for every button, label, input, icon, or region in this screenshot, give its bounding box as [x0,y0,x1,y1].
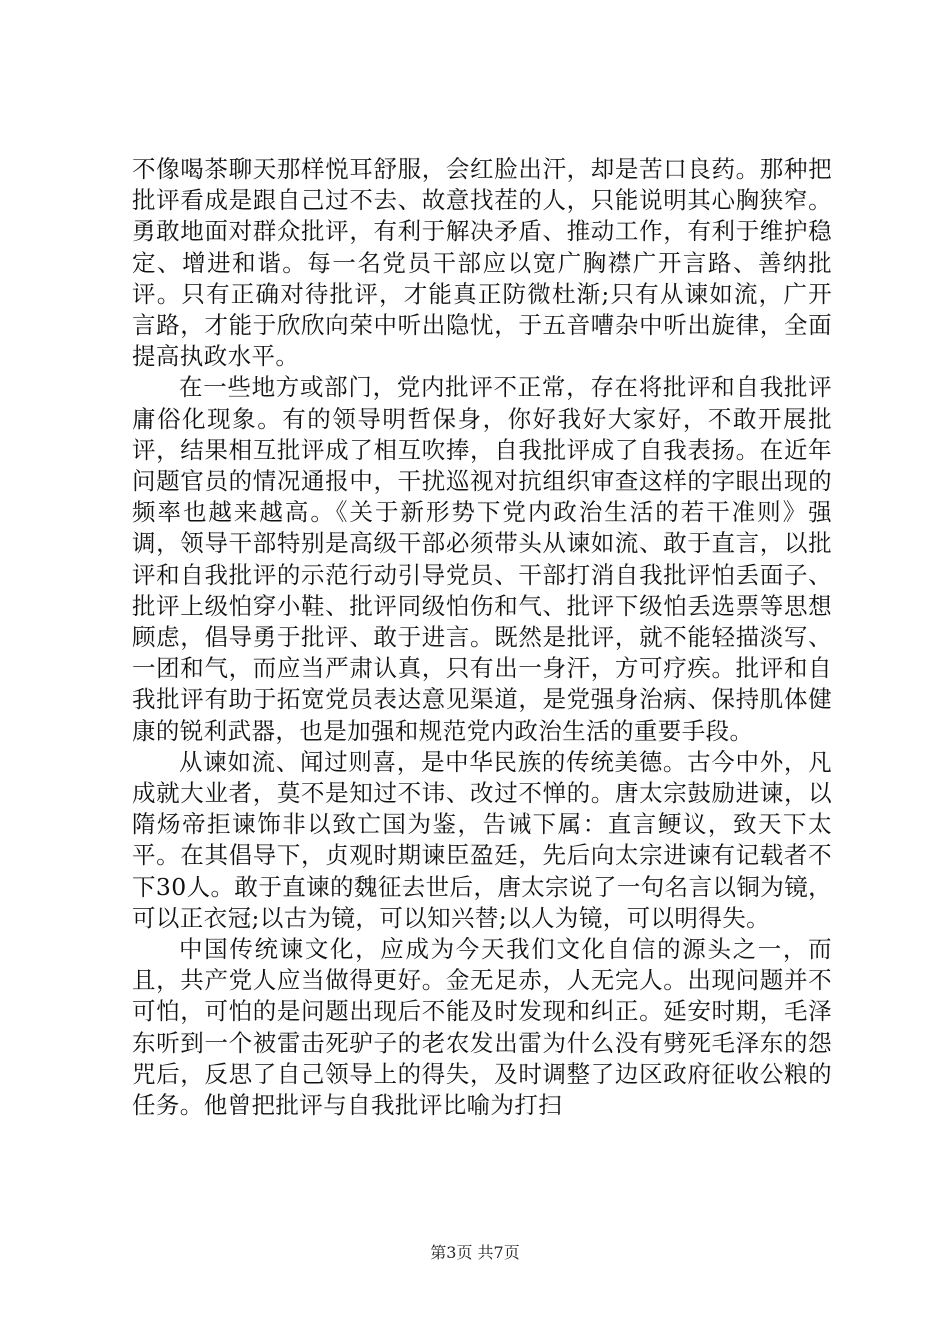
paragraph-4: 中国传统谏文化，应成为今天我们文化自信的源头之一，而且，共产党人应当做得更好。金无足赤，人无完人。出现问题并不可怕，可怕的是问题出现后不能及时发现和纠正。延安时期，毛泽东听到一个被雷击死驴子的老农发出雷为什么没有劈死毛泽东的怨咒后，反思了自己领导上的得失，及时调整了边区政府征收公粮的任务。他曾把批评与自我批评比喻为打扫 [132,935,832,1120]
document-body [132,154,832,1121]
paragraph-1: 不像喝茶聊天那样悦耳舒服，会红脸出汗，却是苦口良药。那种把批评看成是跟自己过不去、故意找茬的人，只能说明其心胸狭窄。勇敢地面对群众批评，有利于解决矛盾、推动工作，有利于维护稳定、增进和谐。每一名党员干部应以宽广胸襟广开言路、善纳批评。只有正确对待批评，才能真正防微杜渐;只有从谏如流，广开言路，才能于欣欣向荣中听出隐忧，于五音嘈杂中听出旋律，全面提高执政水平。 [132,155,832,371]
paragraph-3: 从谏如流、闻过则喜，是中华民族的传统美德。古今中外，凡成就大业者，莫不是知过不讳、改过不惮的。唐太宗鼓励进谏，以隋炀帝拒谏饰非以致亡国为鉴，告诫下属：直言鲠议，致天下太平。在其倡导下，贞观时期谏臣盈廷，先后向太宗进谏有记载者不下30人。敢于直谏的魏征去世后，唐太宗说了一句名言以铜为镜，可以正衣冠;以古为镜，可以知兴替;以人为镜，可以明得失。 [132,747,832,932]
page-footer: 第3页 共7页 [430,1243,520,1262]
paragraph-2: 在一些地方或部门，党内批评不正常，存在将批评和自我批评庸俗化现象。有的领导明哲保身，你好我好大家好，不敢开展批评，结果相互批评成了相互吹捧，自我批评成了自我表扬。在近年问题官员的情况通报中，干扰巡视对抗组织审查这样的字眼出现的频率也越来越高。《关于新形势下党内政治生活的若干准则》强调，领导干部特别是高级干部必须带头从谏如流、敢于直言，以批评和自我批评的示范行动引导党员、干部打消自我批评怕丢面子、批评上级怕穿小鞋、批评同级怕伤和气、批评下级怕丢选票等思想顾虑，倡导勇于批评、敢于进言。既然是批评，就不能轻描淡写、一团和气，而应当严肃认真，只有出一身汗，方可疗疾。批评和自我批评有助于拓宽党员表达意见渠道，是党强身治病、保持肌体健康的锐利武器，也是加强和规范党内政治生活的重要手段。 [132,373,832,745]
